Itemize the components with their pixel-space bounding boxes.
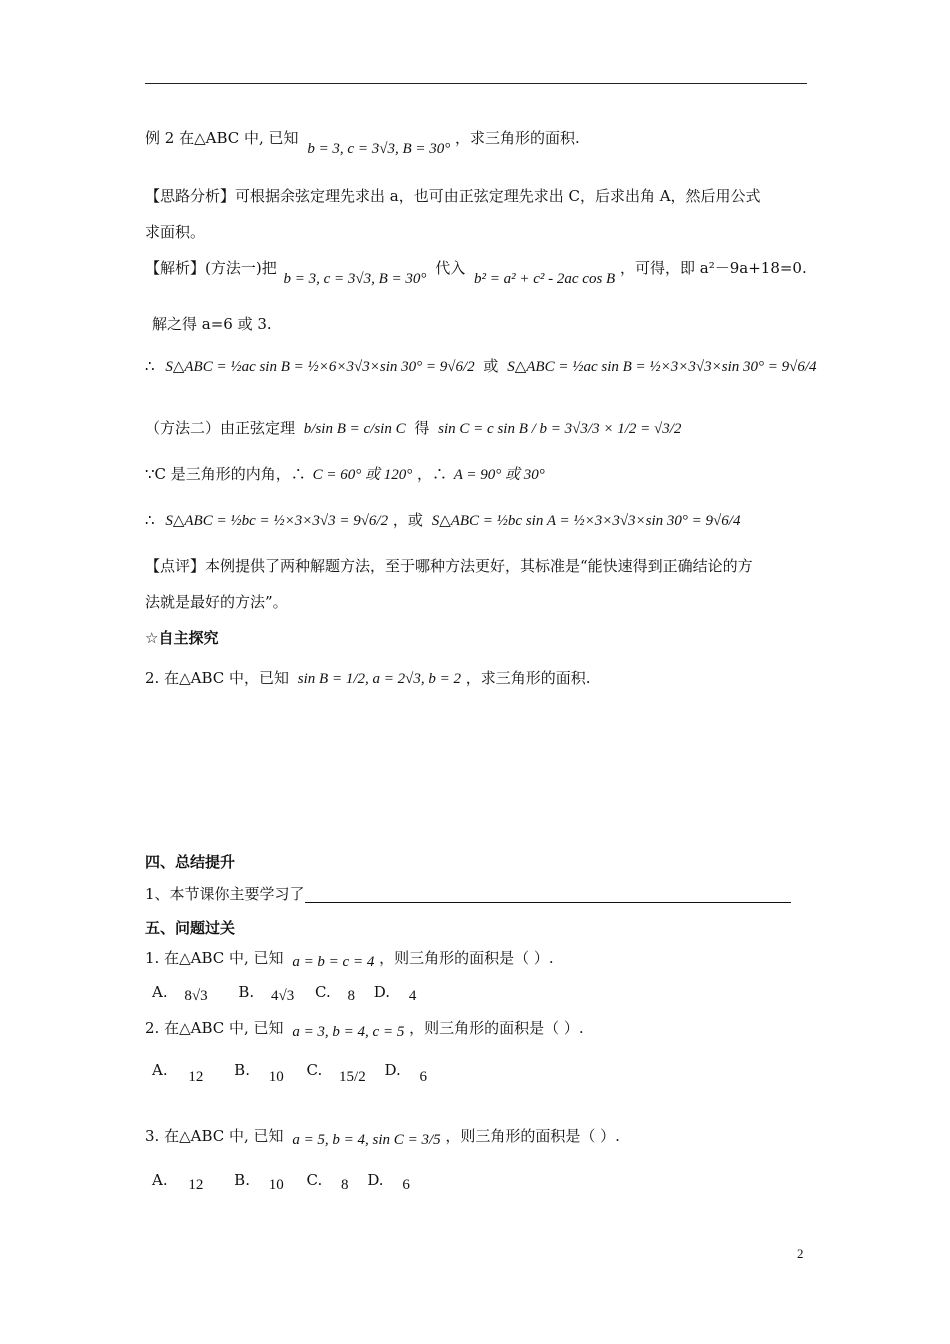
explore-question [145, 668, 591, 689]
method-2-prefix: （方法二）由正弦定理 [145, 419, 296, 437]
example-2 [145, 128, 580, 157]
sine-law: b/sin B = c/sin C [303, 421, 406, 437]
explore-heading: ☆自主探究 [145, 629, 219, 647]
q1-option-b-value: 4√3 [270, 988, 295, 1004]
comment-line-2: 法就是最好的方法”。 [145, 593, 288, 611]
solution-prefix: 【解析】(方法一)把 [145, 259, 277, 277]
cosine-law-formula: b² = a² + c² - 2ac cos B [474, 271, 616, 287]
q3-option-c-label: C. [306, 1171, 323, 1189]
explore-suffix: ，求三角形的面积. [465, 669, 591, 687]
area2-expression-a: S△ABC = ½bc = ½×3×3√3 = 9√6/2 [165, 513, 389, 529]
q3-option-c-value: 8 [341, 1177, 349, 1193]
solution-mid: 代入 [435, 259, 466, 277]
quiz-q1 [145, 948, 554, 969]
q2-options [152, 1060, 428, 1085]
sin-c-result: sin C = c sin B / b = 3√3/3 × 1/2 = √3/2 [438, 421, 682, 437]
q1-option-c-label: C. [315, 983, 331, 1001]
q3-option-a-label: A. [152, 1171, 168, 1189]
q2-option-b-label: B. [234, 1061, 250, 1079]
summary-item-1-label: 1、本节课你主要学习了 [145, 885, 305, 903]
q1-option-d-value: 4 [408, 988, 417, 1004]
solution-line [145, 258, 807, 287]
example-2-suffix: ，求三角形的面积. [455, 129, 580, 147]
area-expression-b: S△ABC = ½ac sin B = ½×3×3√3×sin 30° = 9√6/4 [507, 359, 817, 375]
q2-option-a-value: 12 [188, 1069, 204, 1085]
summary-item-1 [145, 884, 791, 904]
example-2-prefix: 例 2 在△ABC 中, 已知 [145, 129, 299, 147]
q1-suffix: ，则三角形的面积是（ ）. [379, 949, 554, 967]
summary-heading: 四、总结提升 [145, 853, 236, 871]
area-expression-a: S△ABC = ½ac sin B = ½×6×3√3×sin 30° = 9√6/2 [165, 359, 475, 375]
q2-given: a = 3, b = 4, c = 5 [292, 1024, 405, 1040]
or-text: 或 [483, 357, 499, 375]
header-rule [145, 83, 807, 84]
q1-option-c-value: 8 [347, 988, 355, 1004]
q2-prefix: 2. 在△ABC 中, 已知 [145, 1019, 284, 1037]
q1-option-a-value: 8√3 [184, 988, 208, 1004]
analysis-line-2: 求面积。 [145, 223, 206, 241]
analysis-line-1: 【思路分析】可根据余弦定理先求出 a，也可由正弦定理先求出 C，后求出角 A，然后用公式 [145, 187, 761, 205]
q1-option-d-label: D. [373, 983, 391, 1001]
q3-option-d-value: 6 [402, 1177, 410, 1193]
method-2-line [145, 418, 681, 439]
q2-option-c-label: C. [306, 1061, 323, 1079]
q2-suffix: ，则三角形的面积是（ ）. [409, 1019, 584, 1037]
angle-a-values: A = 90° 或 30° [453, 467, 545, 483]
therefore-symbol-2: ∴ [145, 511, 155, 529]
q2-option-d-label: D. [384, 1061, 401, 1079]
example-2-given: b = 3, c = 3√3, B = 30° [307, 141, 451, 157]
area2-expression-b: S△ABC = ½bc sin A = ½×3×3√3×sin 30° = 9√6/4 [431, 513, 741, 529]
explore-prefix: 2. 在△ABC 中，已知 [145, 669, 289, 687]
comment-line-1: 【点评】本例提供了两种解题方法，至于哪种方法更好，其标准是“能快速得到正确结论的方 [145, 557, 753, 575]
q3-option-d-label: D. [367, 1171, 384, 1189]
method-2-mid: 得 [414, 419, 430, 437]
page-number: 2 [797, 1246, 804, 1261]
q1-given: a = b = c = 4 [292, 954, 375, 970]
area-line-2 [145, 510, 740, 531]
q3-option-a-value: 12 [188, 1177, 204, 1193]
q2-option-c-value: 15/2 [339, 1069, 366, 1085]
q3-prefix: 3. 在△ABC 中, 已知 [145, 1127, 284, 1145]
therefore-symbol: ∴ [145, 357, 155, 375]
solution-suffix: ，可得，即 a²－9a+18=0. [620, 259, 807, 277]
quiz-q2 [145, 1018, 584, 1039]
quiz-heading: 五、问题过关 [145, 919, 236, 937]
q1-option-b-label: B. [238, 983, 255, 1001]
q2-option-a-label: A. [152, 1061, 168, 1079]
area-line-1 [145, 356, 817, 377]
q1-options [152, 982, 416, 1003]
q1-option-a-label: A. [152, 983, 168, 1001]
solution-given: b = 3, c = 3√3, B = 30° [283, 271, 427, 287]
solution-roots: 解之得 a=6 或 3. [152, 315, 272, 333]
quiz-q3 [145, 1126, 620, 1147]
q1-prefix: 1. 在△ABC 中, 已知 [145, 949, 284, 967]
angle-c-values: C = 60° 或 120° [312, 467, 413, 483]
q3-option-b-value: 10 [268, 1177, 284, 1193]
angles-line [145, 464, 545, 485]
q3-option-b-label: B. [234, 1171, 250, 1189]
angles-prefix: ∵C 是三角形的内角，∴ [145, 465, 306, 483]
angles-sep: ，∴ [416, 465, 447, 483]
explore-given: sin B = 1/2, a = 2√3, b = 2 [297, 671, 461, 687]
q3-options [152, 1170, 410, 1191]
answer-blank-line[interactable] [305, 888, 791, 903]
q3-suffix: ，则三角形的面积是（ ）. [445, 1127, 620, 1145]
q2-option-b-value: 10 [268, 1069, 284, 1085]
or-text-2: ，或 [392, 511, 423, 529]
q2-option-d-value: 6 [419, 1069, 428, 1085]
q3-given: a = 5, b = 4, sin C = 3/5 [292, 1132, 441, 1148]
